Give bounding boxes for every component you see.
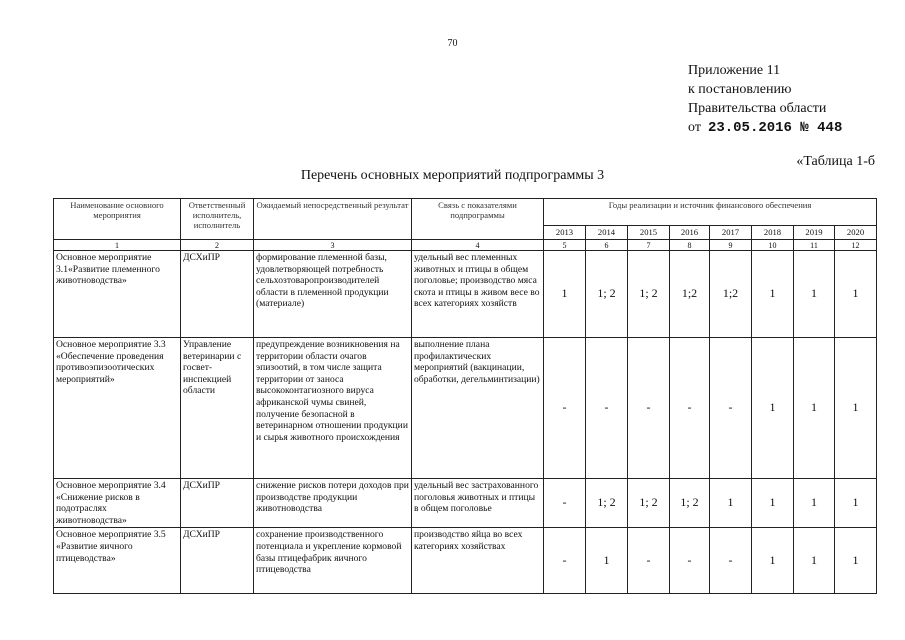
year-value: 1 bbox=[835, 479, 877, 528]
col-number: 10 bbox=[752, 240, 794, 251]
year-value: 1 bbox=[544, 251, 586, 338]
year-value: 1;2 bbox=[670, 251, 710, 338]
annex-block bbox=[688, 61, 842, 138]
col-number: 4 bbox=[412, 240, 544, 251]
measure-name: Основное мероприятие 3.3 «Обеспечение проведения противоэпизоотических мероприятий» bbox=[54, 338, 181, 479]
measure-executor: Управление ветеринарии с госвет-инспекцией области bbox=[181, 338, 254, 479]
header-year: 2017 bbox=[710, 226, 752, 240]
col-number: 12 bbox=[835, 240, 877, 251]
measure-executor: ДСХиПР bbox=[181, 528, 254, 594]
year-value: 1 bbox=[586, 528, 628, 594]
year-value: 1;2 bbox=[710, 251, 752, 338]
header-year: 2020 bbox=[835, 226, 877, 240]
year-value: 1; 2 bbox=[670, 479, 710, 528]
table-row bbox=[54, 479, 877, 528]
year-value: 1; 2 bbox=[586, 251, 628, 338]
header-name: Наименование основного мероприятия bbox=[54, 199, 181, 240]
measure-link: удельный вес племенных животных и птицы в общем поголовье; производство мяса скота и птицы в живом весе во всех категориях хозяйств bbox=[412, 251, 544, 338]
annex-line-3: Правительства области bbox=[688, 101, 827, 116]
year-value: 1 bbox=[794, 338, 835, 479]
header-year: 2016 bbox=[670, 226, 710, 240]
annex-line-2: к постановлению bbox=[688, 82, 792, 97]
year-value: - bbox=[628, 338, 670, 479]
col-number: 2 bbox=[181, 240, 254, 251]
year-value: - bbox=[628, 528, 670, 594]
year-value: 1 bbox=[752, 479, 794, 528]
year-value: - bbox=[544, 528, 586, 594]
col-number: 1 bbox=[54, 240, 181, 251]
table-row bbox=[54, 338, 877, 479]
year-value: 1 bbox=[752, 251, 794, 338]
year-value: - bbox=[710, 528, 752, 594]
col-number: 9 bbox=[710, 240, 752, 251]
header-link: Связь с показателями подпрограммы bbox=[412, 199, 544, 240]
year-value: - bbox=[710, 338, 752, 479]
year-value: 1; 2 bbox=[628, 479, 670, 528]
document-title: Перечень основных мероприятий подпрограммы 3 bbox=[300, 168, 605, 183]
year-value: 1 bbox=[835, 338, 877, 479]
annex-date-line bbox=[688, 118, 842, 138]
measure-link: производство яйца во всех категориях хозяйствах bbox=[412, 528, 544, 594]
year-value: 1 bbox=[794, 251, 835, 338]
header-year: 2018 bbox=[752, 226, 794, 240]
year-value: 1 bbox=[794, 479, 835, 528]
measure-link: удельный вес застрахованного поголовья животных и птицы в общем поголовье bbox=[412, 479, 544, 528]
measure-result: снижение рисков потери доходов при производстве продукции животноводства bbox=[254, 479, 412, 528]
year-value: 1; 2 bbox=[586, 479, 628, 528]
col-number: 7 bbox=[628, 240, 670, 251]
header-year: 2014 bbox=[586, 226, 628, 240]
header-year: 2013 bbox=[544, 226, 586, 240]
year-value: - bbox=[586, 338, 628, 479]
col-number: 3 bbox=[254, 240, 412, 251]
col-number: 11 bbox=[794, 240, 835, 251]
year-value: - bbox=[544, 338, 586, 479]
measure-result: сохранение производственного потенциала и укрепление кормовой базы птицефабрик яичного птицеводства bbox=[254, 528, 412, 594]
page-number: 70 bbox=[447, 38, 458, 49]
measure-result: формирование племенной базы, удовлетворяющей потребность сельхозтоваропроизводителей области в племенной продукции (материале) bbox=[254, 251, 412, 338]
table-reference: «Таблица 1-б bbox=[796, 154, 875, 169]
header-years-group: Годы реализации и источник финансового обеспечения bbox=[544, 199, 877, 226]
col-number: 5 bbox=[544, 240, 586, 251]
year-value: 1 bbox=[752, 528, 794, 594]
header-year: 2019 bbox=[794, 226, 835, 240]
column-numbers-row bbox=[54, 240, 877, 251]
measure-name: Основное мероприятие 3.5 «Развитие яичного птицеводства» bbox=[54, 528, 181, 594]
year-value: 1; 2 bbox=[628, 251, 670, 338]
year-value: 1 bbox=[835, 251, 877, 338]
year-value: - bbox=[544, 479, 586, 528]
year-value: 1 bbox=[752, 338, 794, 479]
header-executor: Ответственный исполнитель, исполнитель bbox=[181, 199, 254, 240]
header-result: Ожидаемый непосредственный результат bbox=[254, 199, 412, 240]
measure-name: Основное мероприятие 3.4 «Снижение рисков в подотраслях животноводства» bbox=[54, 479, 181, 528]
header-year: 2015 bbox=[628, 226, 670, 240]
col-number: 8 bbox=[670, 240, 710, 251]
annex-date-prefix: от bbox=[688, 120, 701, 135]
measure-executor: ДСХиПР bbox=[181, 479, 254, 528]
year-value: 1 bbox=[835, 528, 877, 594]
year-value: 1 bbox=[710, 479, 752, 528]
annex-line-1: Приложение 11 bbox=[688, 63, 781, 78]
header-row bbox=[54, 199, 877, 226]
measures-table bbox=[53, 198, 877, 594]
measure-name: Основное мероприятие 3.1«Развитие племенного животноводства» bbox=[54, 251, 181, 338]
year-value: - bbox=[670, 338, 710, 479]
year-value: - bbox=[670, 528, 710, 594]
annex-date-value: 23.05.2016 № 448 bbox=[707, 120, 843, 136]
table-row bbox=[54, 251, 877, 338]
year-value: 1 bbox=[794, 528, 835, 594]
measure-result: предупреждение возникновения на территории области очагов эпизоотий, в том числе защита территории от заноса высококонтагиозного вируса африканской чумы свиней, получение безопасной в ветеринарном отношении продукции и сырья животного происхождения bbox=[254, 338, 412, 479]
measure-link: выполнение плана профилактических мероприятий (вакцинации, обработки, дегельминтизации) bbox=[412, 338, 544, 479]
measure-executor: ДСХиПР bbox=[181, 251, 254, 338]
col-number: 6 bbox=[586, 240, 628, 251]
table-row bbox=[54, 528, 877, 594]
